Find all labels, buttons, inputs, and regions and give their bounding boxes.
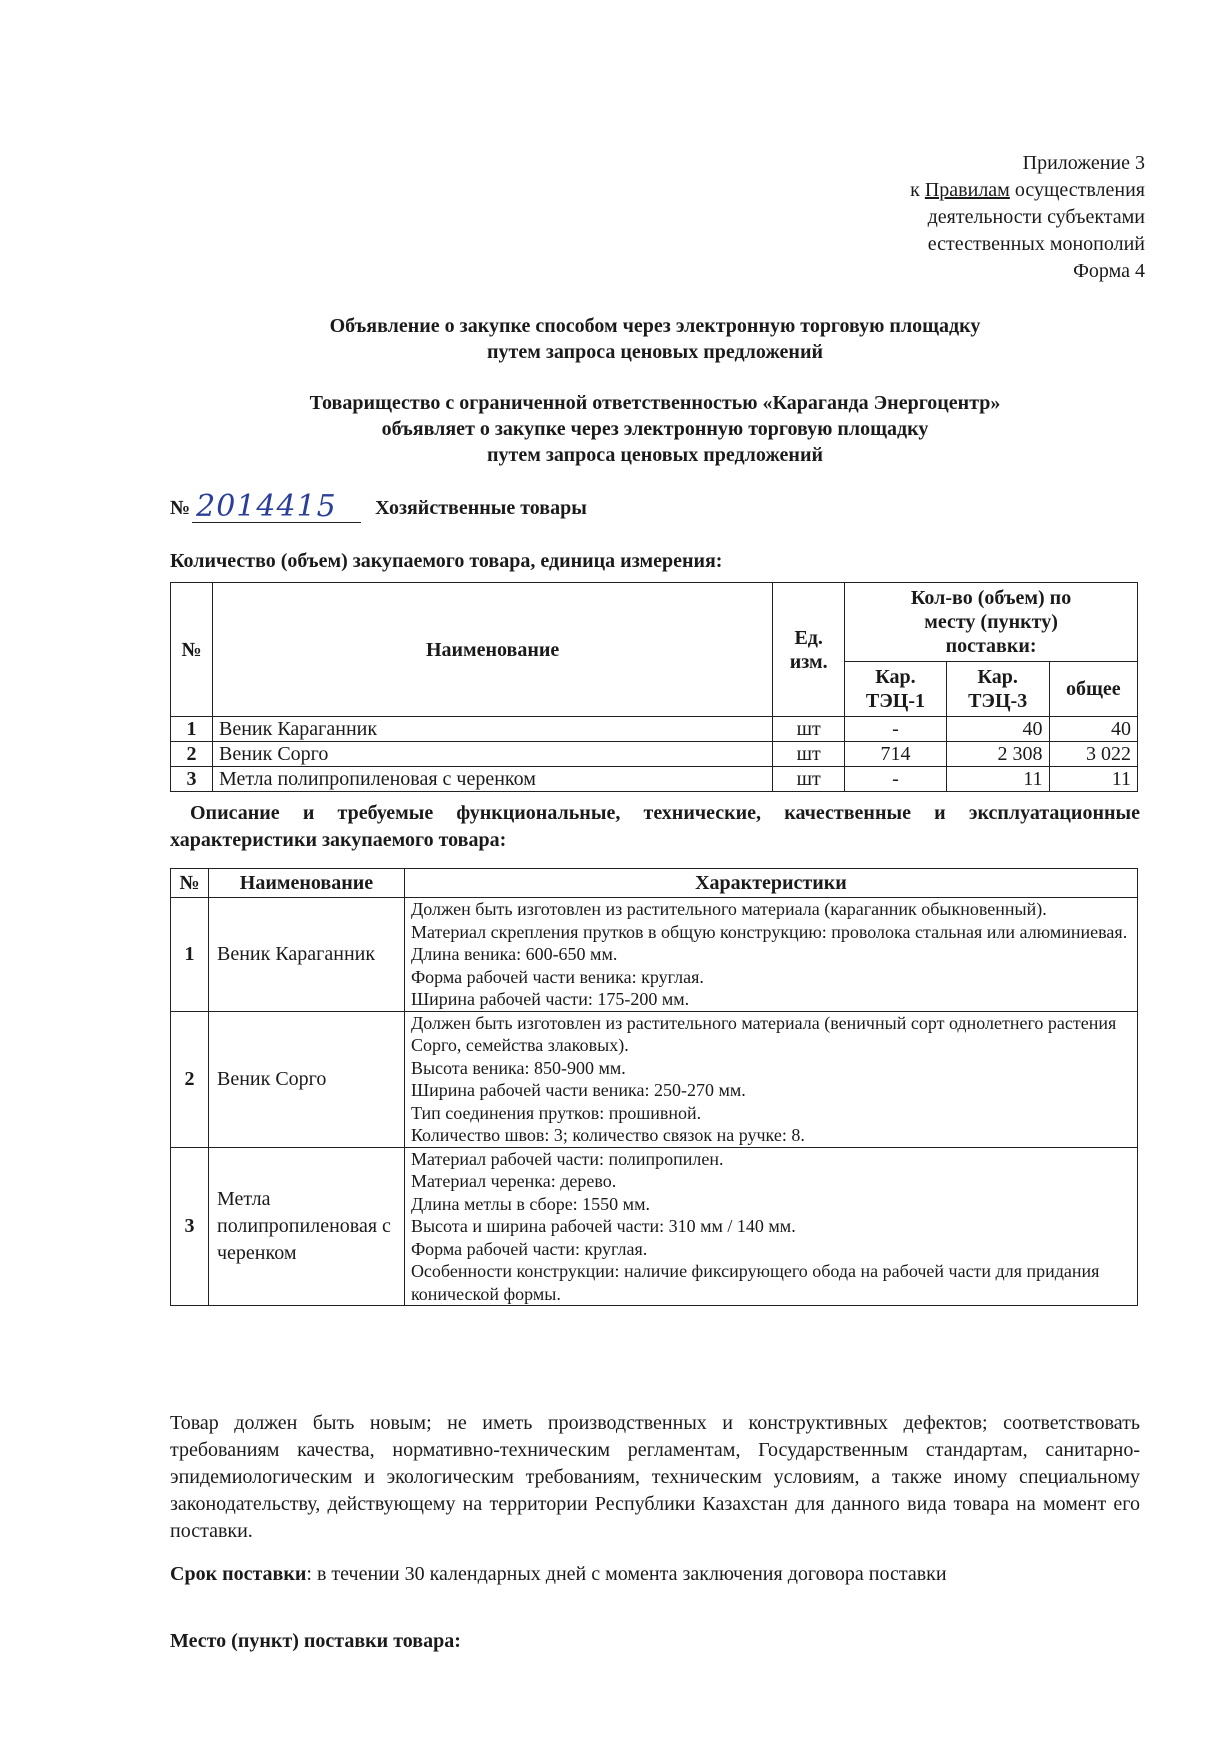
table-row xyxy=(171,767,1138,792)
row-unit: шт xyxy=(773,742,845,767)
row-tec1: 714 xyxy=(845,742,947,767)
row-no: 3 xyxy=(171,1147,209,1306)
row-name: Метла полипропиленовая с черенком xyxy=(212,767,772,792)
handwritten-lot-number: 2014415 xyxy=(192,492,361,523)
quantity-table xyxy=(170,582,1138,792)
col-header-total: общее xyxy=(1049,662,1137,717)
row-name: Веник Сорго xyxy=(208,1011,404,1147)
table-row xyxy=(171,717,1138,742)
appendix-prefix: к xyxy=(910,179,925,201)
row-characteristics xyxy=(404,898,1137,1012)
characteristic-line: Количество швов: 3; количество связок на ручке: 8. xyxy=(410,1125,805,1145)
announcer-line-3: путем запроса ценовых предложений xyxy=(486,444,823,466)
title-line-2: путем запроса ценовых предложений xyxy=(486,341,823,363)
delivery-term xyxy=(170,1563,947,1586)
table-row xyxy=(171,742,1138,767)
col-header-characteristics: Характеристики xyxy=(404,869,1137,898)
row-tec3: 2 308 xyxy=(946,742,1049,767)
characteristic-line: Ширина рабочей части веника: 250-270 мм. xyxy=(410,1080,746,1100)
form-number: Форма 4 xyxy=(1073,260,1145,282)
characteristic-line: Длина метлы в сборе: 1550 мм. xyxy=(410,1193,650,1214)
announcer-block xyxy=(170,390,1140,468)
row-total: 3 022 xyxy=(1049,742,1137,767)
row-no: 2 xyxy=(171,1011,209,1147)
appendix-line-3: деятельности субъектами xyxy=(927,206,1145,228)
col-header-tec3: Кар. ТЭЦ-3 xyxy=(946,662,1049,717)
characteristic-line: Материал черенка: дерево. xyxy=(410,1171,617,1191)
characteristic-line: Должен быть изготовлен из растительного материала (веничный сорт однолетнего растения Сорго, семейства злаковых). xyxy=(410,1012,1117,1055)
characteristic-line: Материал скрепления прутков в общую конструкцию: проволока стальная или алюминиевая. xyxy=(410,921,1128,942)
row-no: 3 xyxy=(171,767,213,792)
row-no: 1 xyxy=(171,717,213,742)
table-row xyxy=(171,1011,1138,1147)
characteristics-table xyxy=(170,868,1138,1306)
table-row xyxy=(171,1147,1138,1306)
row-tec3: 11 xyxy=(946,767,1049,792)
col-header-name: Наименование xyxy=(208,869,404,898)
appendix-header xyxy=(800,150,1145,285)
row-no: 1 xyxy=(171,898,209,1012)
row-name: Веник Сорго xyxy=(212,742,772,767)
characteristic-line: Тип соединения прутков: прошивной. xyxy=(410,1102,702,1123)
row-name: Метла полипропиленовая с черенком xyxy=(208,1147,404,1306)
lot-number-line xyxy=(170,489,587,524)
row-name: Веник Караганник xyxy=(212,717,772,742)
description-heading: Описание и требуемые функциональные, технические, качественные и эксплуатационные характеристики закупаемого товара: xyxy=(170,802,1140,851)
row-name: Веник Караганник xyxy=(208,898,404,1012)
row-total: 40 xyxy=(1049,717,1137,742)
characteristic-line: Материал рабочей части: полипропилен. xyxy=(410,1148,724,1169)
appendix-line-1: Приложение 3 xyxy=(1022,152,1145,174)
row-total: 11 xyxy=(1049,767,1137,792)
announcer-line-2: объявляет о закупке через электронную торговую площадку xyxy=(381,418,929,440)
appendix-suffix: осуществления xyxy=(1009,179,1145,201)
rules-link[interactable]: Правилам xyxy=(924,179,1010,201)
delivery-term-value: : в течении 30 календарных дней с момента заключения договора поставки xyxy=(306,1563,947,1585)
col-header-tec1: Кар. ТЭЦ-1 xyxy=(845,662,947,717)
row-tec1: - xyxy=(845,717,947,742)
announcer-line-1: Товарищество с ограниченной ответственностью «Караганда Энергоцентр» xyxy=(309,392,1001,414)
appendix-line-4: естественных монополий xyxy=(927,233,1145,255)
characteristic-line: Ширина рабочей части: 175-200 мм. xyxy=(410,989,690,1009)
characteristic-line: Высота веника: 850-900 мм. xyxy=(410,1057,626,1078)
requirements-paragraph: Товар должен быть новым; не иметь производственных и конструктивных дефектов; соответствовать требованиям качества, нормативно-техническим регламентам, Государственным стандартам, санитарно-эпидемиологическим и экологическим требованиям, техническим условиям, а также иному специальному законодательству, действующему на территории Республики Казахстан для данного вида товара на момент его поставки. xyxy=(170,1412,1140,1542)
appendix-line-2 xyxy=(800,177,1145,204)
characteristic-line: Длина веника: 600-650 мм. xyxy=(410,944,618,964)
col-header-no: № xyxy=(171,583,213,717)
row-tec3: 40 xyxy=(946,717,1049,742)
characteristic-line: Особенности конструкции: наличие фиксирующего обода на рабочей части для придания конической формы. xyxy=(410,1261,1100,1304)
delivery-place-label: Место (пункт) поставки товара: xyxy=(170,1630,461,1652)
delivery-term-label: Срок поставки xyxy=(170,1563,307,1585)
characteristic-line: Форма рабочей части: круглая. xyxy=(410,1238,648,1259)
table-row xyxy=(171,898,1138,1012)
number-sign: № xyxy=(170,497,191,519)
characteristic-line: Форма рабочей части веника: круглая. xyxy=(410,966,704,987)
col-header-unit: Ед. изм. xyxy=(773,583,845,717)
characteristic-line: Должен быть изготовлен из растительного материала (караганник обыкновенный). xyxy=(410,899,1047,919)
row-characteristics xyxy=(404,1147,1137,1306)
row-unit: шт xyxy=(773,767,845,792)
row-no: 2 xyxy=(171,742,213,767)
row-tec1: - xyxy=(845,767,947,792)
row-unit: шт xyxy=(773,717,845,742)
col-header-delivery: Кол-во (объем) по месту (пункту) поставки: xyxy=(845,583,1138,662)
col-header-name: Наименование xyxy=(212,583,772,717)
document-title xyxy=(170,313,1140,365)
title-line-1: Объявление о закупке способом через электронную торговую площадку xyxy=(329,315,981,337)
row-characteristics xyxy=(404,1011,1137,1147)
quantity-heading: Количество (объем) закупаемого товара, единица измерения: xyxy=(170,550,723,572)
col-header-no: № xyxy=(171,869,209,898)
lot-category: Хозяйственные товары xyxy=(375,497,587,519)
characteristic-line: Высота и ширина рабочей части: 310 мм / 140 мм. xyxy=(410,1216,796,1236)
